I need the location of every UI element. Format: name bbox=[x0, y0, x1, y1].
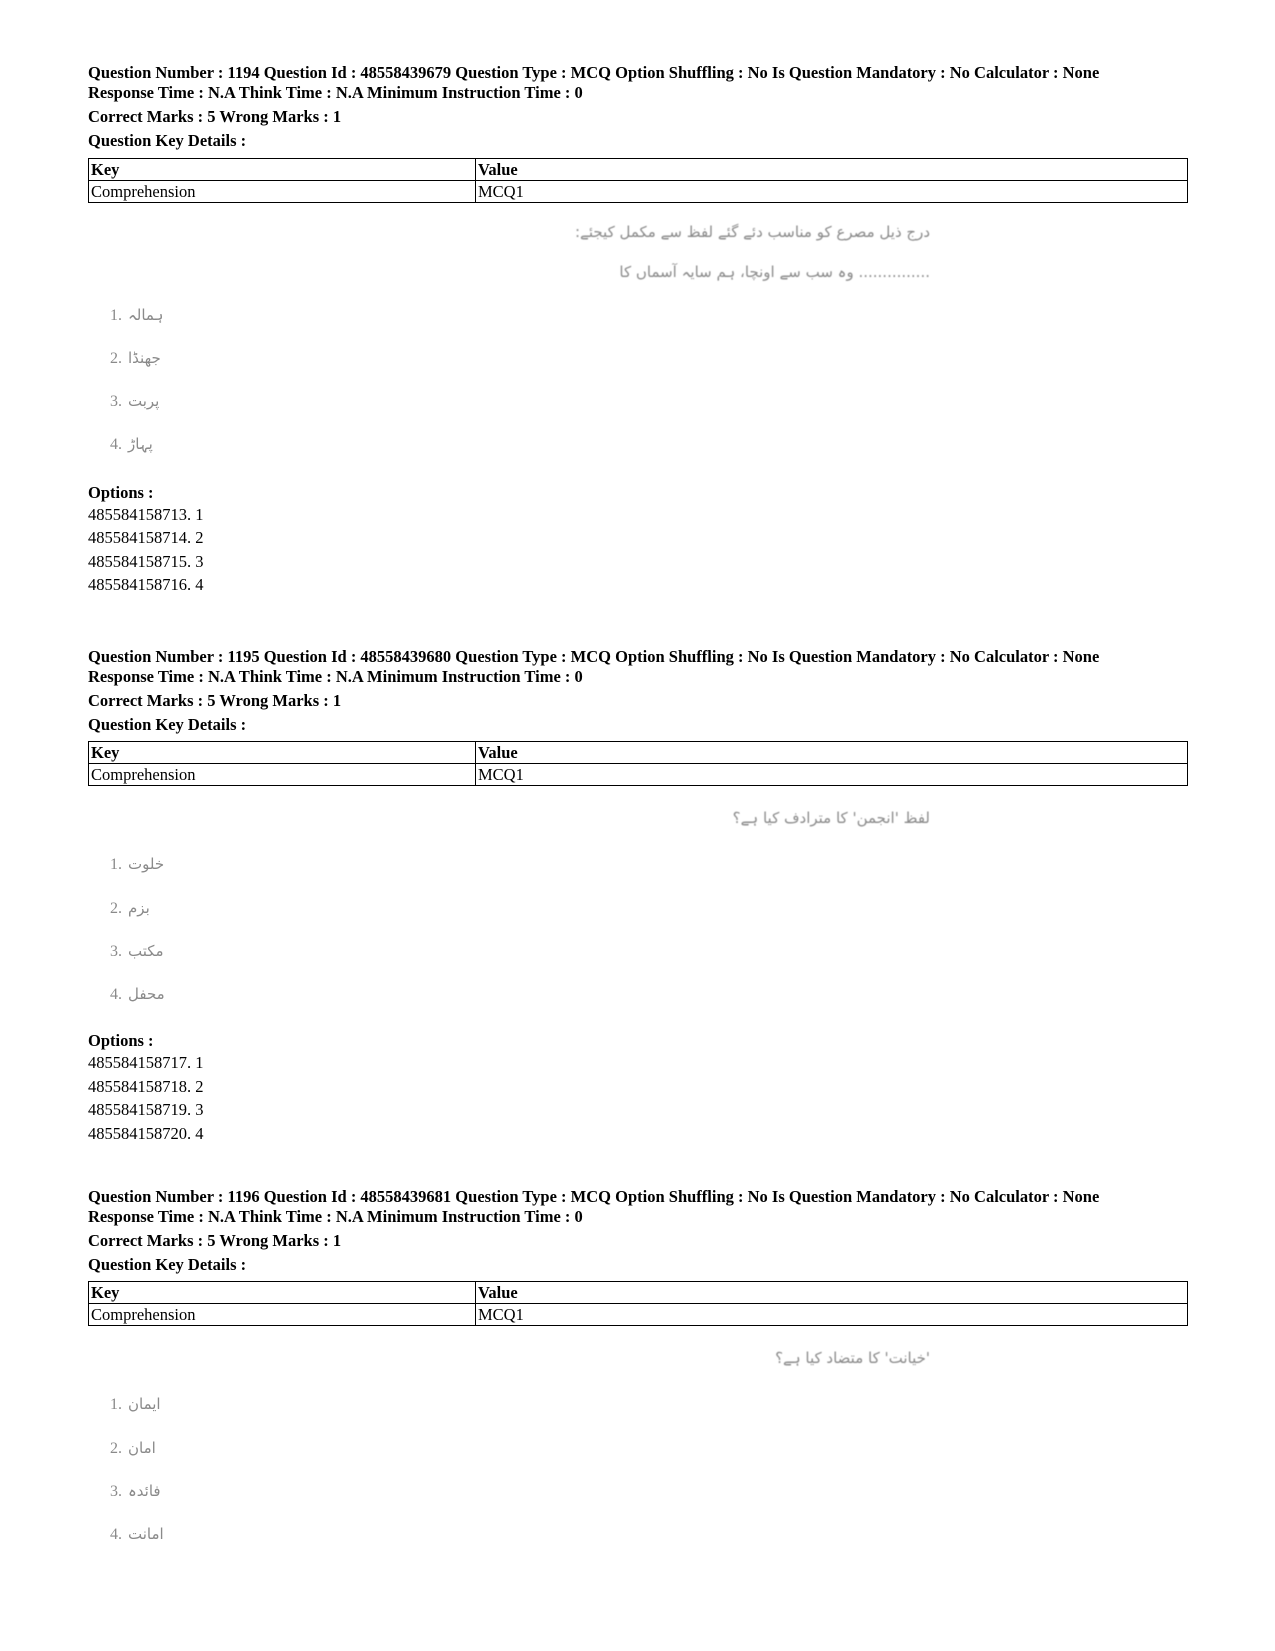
choice-1: 1. خلوت bbox=[110, 855, 165, 873]
option-id: 485584158714. 2 bbox=[88, 528, 204, 547]
value-cell: MCQ1 bbox=[476, 764, 1188, 786]
question-prompt: درج ذیل مصرع کو مناسب دئے گئے لفظ سے مکمل کیجئے: bbox=[574, 223, 930, 241]
question-1196 bbox=[88, 1187, 1188, 1543]
key-cell: Comprehension bbox=[89, 181, 476, 203]
value-header: Value bbox=[476, 742, 1188, 764]
choice-3: 3. مکتب bbox=[110, 942, 164, 960]
option-id: 485584158719. 3 bbox=[88, 1100, 204, 1119]
options-title: Options : bbox=[88, 1031, 154, 1050]
choice-3: 3. پربت bbox=[110, 392, 160, 410]
key-header: Key bbox=[89, 1282, 476, 1304]
choice-4: 4. پہاڑ bbox=[110, 435, 153, 453]
option-id: 485584158713. 1 bbox=[88, 505, 204, 524]
question-header: Question Number : 1195 Question Id : 48558439680 Question Type : MCQ Option Shuffling : No Is Question Mandatory : No Calculator : None bbox=[88, 647, 1100, 666]
choice-1: 1. ایمان bbox=[110, 1395, 161, 1413]
option-id: 485584158720. 4 bbox=[88, 1124, 204, 1143]
key-details-title: Question Key Details : bbox=[88, 131, 247, 150]
key-details-title: Question Key Details : bbox=[88, 715, 247, 734]
choice-4: 4. محفل bbox=[110, 985, 165, 1003]
value-header: Value bbox=[476, 1282, 1188, 1304]
value-cell: MCQ1 bbox=[476, 1304, 1188, 1326]
choice-3: 3. فائدہ bbox=[110, 1482, 161, 1500]
question-1194 bbox=[88, 63, 1188, 594]
option-id: 485584158718. 2 bbox=[88, 1077, 204, 1096]
choice-2: 2. جھنڈا bbox=[110, 349, 161, 367]
choice-2: 2. بزم bbox=[110, 899, 150, 917]
value-header: Value bbox=[476, 159, 1188, 181]
question-header: Question Number : 1194 Question Id : 48558439679 Question Type : MCQ Option Shuffling : No Is Question Mandatory : No Calculator : None bbox=[88, 63, 1100, 82]
key-header: Key bbox=[89, 159, 476, 181]
question-header: Question Number : 1196 Question Id : 48558439681 Question Type : MCQ Option Shuffling : No Is Question Mandatory : No Calculator : None bbox=[88, 1187, 1100, 1206]
question-prompt: لفظ 'انجمن' کا مترادف کیا ہے؟ bbox=[732, 809, 930, 827]
key-details-table bbox=[88, 158, 1188, 203]
question-marks: Correct Marks : 5 Wrong Marks : 1 bbox=[88, 691, 342, 710]
key-cell: Comprehension bbox=[89, 764, 476, 786]
option-id: 485584158716. 4 bbox=[88, 575, 204, 594]
question-prompt: 'خیانت' کا متضاد کیا ہے؟ bbox=[775, 1349, 930, 1367]
choice-4: 4. امانت bbox=[110, 1525, 164, 1543]
value-cell: MCQ1 bbox=[476, 181, 1188, 203]
question-marks: Correct Marks : 5 Wrong Marks : 1 bbox=[88, 107, 342, 126]
question-1195 bbox=[88, 647, 1188, 1143]
key-details-table bbox=[88, 741, 1188, 786]
options-title: Options : bbox=[88, 483, 154, 502]
option-id: 485584158715. 3 bbox=[88, 552, 204, 571]
question-timing: Response Time : N.A Think Time : N.A Minimum Instruction Time : 0 bbox=[88, 83, 583, 102]
question-timing: Response Time : N.A Think Time : N.A Minimum Instruction Time : 0 bbox=[88, 1207, 583, 1226]
key-cell: Comprehension bbox=[89, 1304, 476, 1326]
key-details-table bbox=[88, 1281, 1188, 1326]
option-id: 485584158717. 1 bbox=[88, 1053, 204, 1072]
question-prompt-line: ............... وہ سب سے اونچا، ہم سایہ آسماں کا bbox=[619, 263, 930, 281]
key-details-title: Question Key Details : bbox=[88, 1255, 247, 1274]
question-timing: Response Time : N.A Think Time : N.A Minimum Instruction Time : 0 bbox=[88, 667, 583, 686]
key-header: Key bbox=[89, 742, 476, 764]
choice-2: 2. امان bbox=[110, 1439, 156, 1457]
question-marks: Correct Marks : 5 Wrong Marks : 1 bbox=[88, 1231, 342, 1250]
choice-1: 1. ہمالہ bbox=[110, 306, 164, 324]
